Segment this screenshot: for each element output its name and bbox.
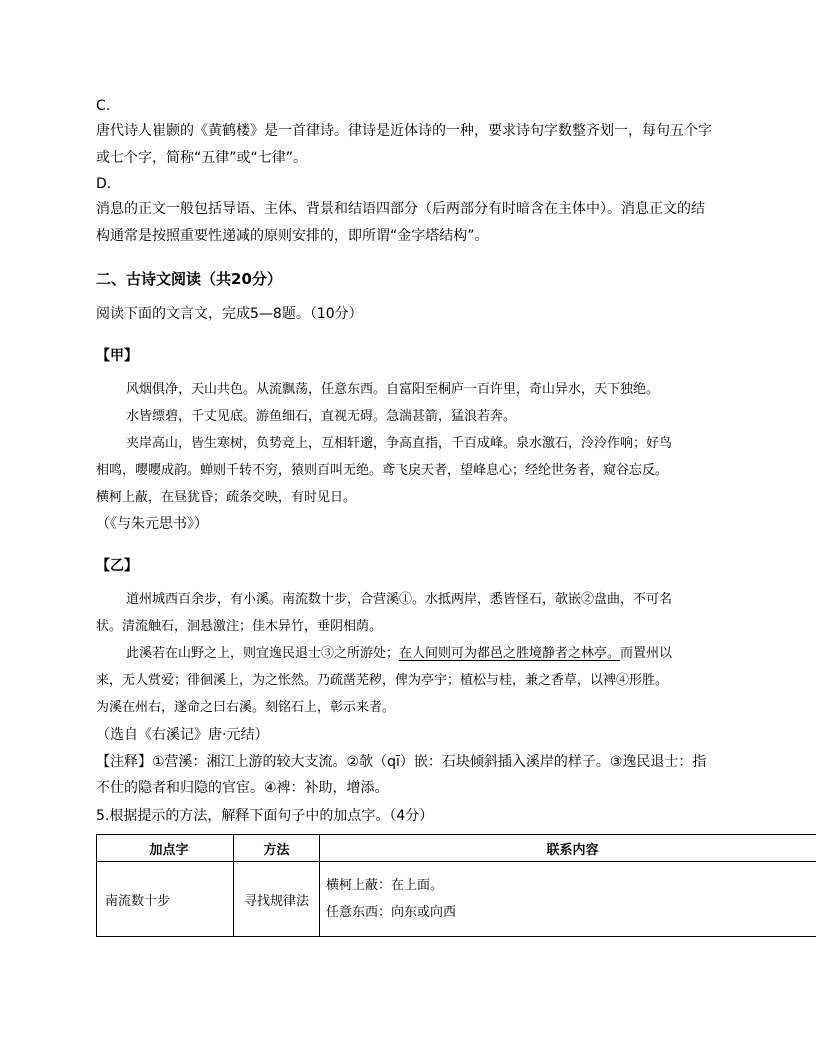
option-c-line-1: 唐代诗人崔颢的《黄鹤楼》是一首律诗。律诗是近体诗的一种，要求诗句字数整齐划一，每句五个字 bbox=[96, 123, 712, 139]
question-5-prompt: 5.根据提示的方法，解释下面句子中的加点字。（4分） bbox=[96, 808, 434, 824]
jia-para-3-line-3: 横柯上蔽，在昼犹昏；疏条交映，有时见日。 bbox=[96, 490, 357, 505]
yi-para-2-line-1 bbox=[126, 644, 672, 664]
header-method: 方法 bbox=[234, 835, 320, 862]
header-related-content: 联系内容 bbox=[320, 835, 816, 862]
yi-para-2-text-before: 此溪若在山野之上，则宜逸民退士③之所游处； bbox=[126, 646, 400, 661]
jia-source: （《与朱元思书》） bbox=[96, 516, 208, 532]
passage-yi-label: 【乙】 bbox=[96, 558, 138, 574]
jia-para-3-line-2: 相鸣，嘤嘤成韵。蝉则千转不穷，猿则百叫无绝。鸢飞戾天者，望峰息心；经纶世务者，窥谷忘反。 bbox=[96, 463, 669, 478]
yi-para-1-line-2: 状。清流触石，洄悬激注；佳木异竹，垂阴相荫。 bbox=[96, 619, 383, 634]
cell-method: 寻找规律法 bbox=[234, 862, 320, 937]
option-c-line-2: 或七个字，简称“五律”或“七律”。 bbox=[96, 150, 308, 166]
cell-dotted-word: 南流数十步 bbox=[97, 862, 234, 937]
option-d-line-1: 消息的正文一般包括导语、主体、背景和结语四部分（后两部分有时暗含在主体中）。消息正文的结 bbox=[96, 201, 705, 217]
header-dotted-word: 加点字 bbox=[97, 835, 234, 862]
yi-para-2-text-after: 而置州以 bbox=[620, 646, 673, 661]
section-heading: 二、古诗文阅读（共20分） bbox=[96, 270, 282, 288]
table-row bbox=[97, 862, 816, 937]
related-content-line-1: 横柯上蔽：在上面。 bbox=[326, 878, 444, 893]
option-d-line-2: 构通常是按照重要性递减的原则安排的，即所谓“金字塔结构”。 bbox=[96, 228, 489, 244]
jia-para-2: 水皆缥碧，千丈见底。游鱼细石，直视无碍。急湍甚箭，猛浪若奔。 bbox=[126, 409, 517, 424]
passage-jia-label: 【甲】 bbox=[96, 348, 138, 364]
notes-line-1: 【注释】①营溪：湘江上游的较大支流。②欹（qī）嵌：石块倾斜插入溪岸的样子。③逸民退士：指 bbox=[96, 754, 707, 770]
table-header-row bbox=[97, 835, 816, 862]
related-content-line-2: 任意东西：向东或向西 bbox=[326, 905, 457, 920]
option-d-letter: D. bbox=[96, 176, 112, 192]
jia-para-1: 风烟俱净，天山共色。从流飘荡，任意东西。自富阳至桐庐一百许里，奇山异水，天下独绝。 bbox=[126, 382, 660, 397]
yi-para-2-line-3: 为溪在州右，遂命之曰右溪。刻铭石上，彰示来者。 bbox=[96, 700, 396, 715]
option-c-letter: C. bbox=[96, 98, 111, 114]
underlined-sentence: 在人间则可为都邑之胜境静者之林亭。 bbox=[399, 646, 621, 661]
yi-para-2-line-2: 来，无人赏爱；徘徊溪上，为之怅然。乃疏凿芜秽，俾为亭宇；植松与桂，兼之香草，以裨④形胜。 bbox=[96, 673, 669, 688]
cell-related-content bbox=[320, 862, 816, 937]
question-5-table bbox=[96, 834, 816, 937]
yi-para-1-line-1: 道州城西百余步，有小溪。南流数十步，合营溪①。水抵两岸，悉皆怪石，欹嵌②盘曲，不可名 bbox=[126, 592, 673, 607]
section-intro: 阅读下面的文言文，完成5—8题。（10分） bbox=[96, 306, 363, 322]
jia-para-3-line-1: 夹岸高山，皆生寒树，负势竞上，互相轩邈，争高直指，千百成峰。泉水激石，泠泠作响；好鸟 bbox=[126, 436, 673, 451]
notes-line-2: 不仕的隐者和归隐的官宦。④裨：补助，增添。 bbox=[96, 780, 389, 796]
yi-source: （选自《右溪记》唐·元结） bbox=[96, 727, 269, 743]
